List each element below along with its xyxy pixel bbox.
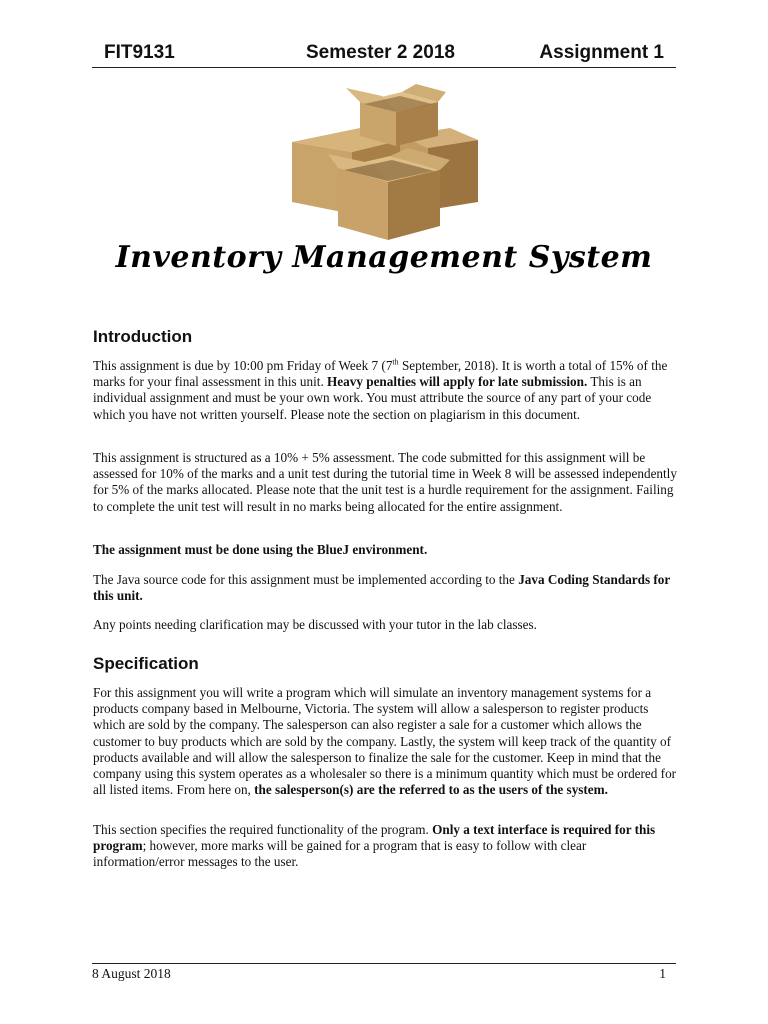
intro-paragraph-1: This assignment is due by 10:00 pm Friday of Week 7 (7th September, 2018). It is worth a total of 15% of the marks for your final assessment in this unit. Heavy penalties will apply for late submission. This is an individual assignment and must be your own work. You must attribute the source of any part of your code which you have not written yourself. Please note the section on plagiarism in this document. (93, 357, 668, 422)
page-header (92, 42, 676, 68)
intro-paragraph-3: The assignment must be done using the BlueJ environment. (93, 542, 428, 557)
page-footer (92, 966, 676, 984)
unit-code: FIT9131 (104, 42, 175, 63)
footer-date: 8 August 2018 (92, 966, 171, 981)
intro-paragraph-2: This assignment is structured as a 10% + 5% assessment. The code submitted for this assignment will be assessed for 10% of the marks and a unit test during the tutorial time in Week 8 will be assessed independently for 5% of the marks allocated. Please note that the unit test is a hurdle requirement for the assignment. Failing to complete the unit test will result in no marks being allocated for the entire assignment. (93, 450, 677, 514)
specification-heading: Specification (93, 654, 199, 673)
intro-paragraph-4: The Java source code for this assignment must be implemented according to the Java Coding Standards for this unit. (93, 572, 670, 604)
introduction-heading: Introduction (93, 327, 193, 346)
cardboard-boxes-image (290, 84, 480, 244)
assignment-label: Assignment 1 (539, 42, 664, 63)
intro-paragraph-5: Any points needing clarification may be discussed with your tutor in the lab classes. (93, 617, 537, 632)
footer-divider (92, 963, 676, 964)
page-number: 1 (659, 966, 666, 981)
spec-paragraph-1: For this assignment you will write a program which will simulate an inventory management systems for a products company based in Melbourne, Victoria. The system will allow a salesperson to register products which are sold by the company. The salesperson can also register a sale for a customer which allows the customer to buy products which are sold by the company. Lastly, the system will keep track of the quantity of products available and will allow the salesperson to finalize the sale for the customer. Keep in mind that the company using this system operates as a wholesaler so there is a minimum quantity which must be ordered for all listed items. From here on, the salesperson(s) are the referred to as the users of the system. (93, 685, 677, 798)
document-title: Inventory Management System (115, 240, 653, 275)
spec-paragraph-2: This section specifies the required functionality of the program. Only a text interface is required for this program; however, more marks will be gained for a program that is easy to follow with clear information/error messages to the user. (93, 822, 656, 870)
header-divider (92, 67, 676, 68)
semester: Semester 2 2018 (306, 42, 455, 63)
